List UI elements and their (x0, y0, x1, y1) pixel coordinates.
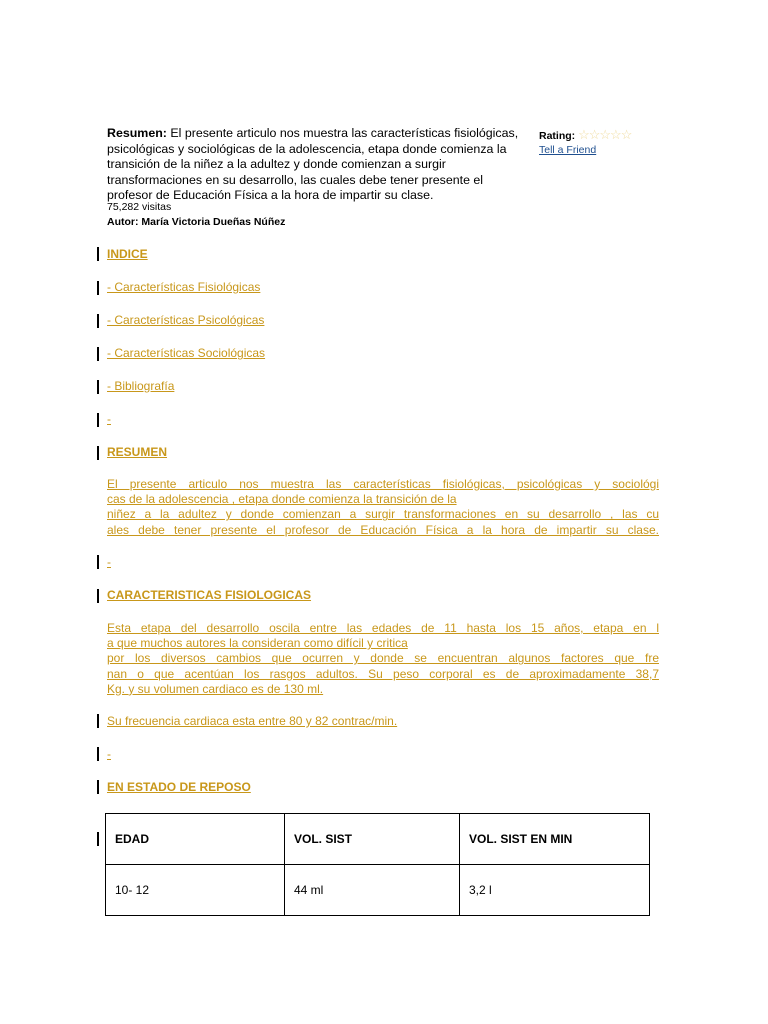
margin-bar (97, 347, 99, 361)
index-title[interactable]: INDICE (107, 247, 148, 261)
table-header-row (106, 814, 650, 865)
fisiologicas-line: Kg. y su volumen cardiaco es de 130 ml. (107, 681, 324, 696)
margin-bar (97, 747, 99, 761)
resumen-paragraph[interactable] (107, 477, 659, 538)
index-item-bibliografia[interactable]: - Bibliografía (107, 379, 175, 393)
fisiologicas-line: por los diversos cambios que ocurren y donde se encuentran algunos factores que fre (107, 651, 659, 666)
margin-bar (97, 555, 99, 569)
tell-a-friend-link[interactable]: Tell a Friend (539, 144, 597, 156)
fisiologicas-line: a que muchos autores la consideran como difícil y critica (107, 636, 408, 651)
resumen-line: ales debe tener presente el profesor de Educación Física a la hora de impartir su clase. (107, 522, 659, 537)
rating (539, 127, 631, 143)
table-cell: 3,2 l (460, 865, 650, 916)
heart-rate-text[interactable]: Su frecuencia cardiaca esta entre 80 y 82 contrac/min. (107, 714, 398, 728)
fisiologicas-title[interactable]: CARACTERISTICAS FISIOLOGICAS (107, 588, 312, 602)
summary-label: Resumen: (107, 126, 167, 140)
table-cell: 10- 12 (106, 865, 285, 916)
fisiologicas-line: Esta etapa del desarrollo oscila entre las edades de 11 hasta los 15 años, etapa en l (107, 621, 659, 635)
margin-bar (97, 832, 99, 846)
margin-bar (97, 446, 99, 460)
blank-link[interactable]: - (107, 412, 111, 426)
index-item-sociologicas[interactable]: - Características Sociológicas (107, 346, 266, 360)
margin-bar (97, 589, 99, 603)
index-item-fisiologicas[interactable]: - Características Fisiológicas (107, 280, 261, 294)
rating-stars-icon[interactable]: ☆☆☆☆☆ (578, 127, 632, 142)
table-cell: 44 ml (285, 865, 460, 916)
reposo-table (105, 813, 650, 916)
visit-count: 75,282 visitas (107, 201, 172, 213)
blank-link[interactable]: - (107, 747, 111, 761)
author: Autor: María Victoria Dueñas Núñez (107, 216, 286, 228)
table-header-cell: EDAD (106, 814, 285, 865)
resumen-title[interactable]: RESUMEN (107, 445, 168, 459)
margin-bar (97, 314, 99, 328)
table-row (106, 865, 650, 916)
margin-bar (97, 247, 99, 261)
fisiologicas-line: nan o que acentúan los rasgos adultos. Su peso corporal es de aproximadamente 38,7 (107, 666, 659, 681)
index-item-psicologicas[interactable]: - Características Psicológicas (107, 313, 265, 327)
margin-bar (97, 281, 99, 295)
table-header-cell: VOL. SIST (285, 814, 460, 865)
fisiologicas-paragraph[interactable] (107, 621, 659, 697)
table-header-cell: VOL. SIST EN MIN (460, 814, 650, 865)
margin-bar (97, 714, 99, 728)
blank-link[interactable]: - (107, 555, 111, 569)
margin-bar (97, 780, 99, 794)
article-summary (107, 126, 527, 204)
summary-text: El presente articulo nos muestra las características fisiológicas, psicológicas y sociológicas de la adolescencia, etapa donde comienza la transición de la niñez a la adultez y donde comienzan a surgir transformaciones en su desarrollo, las cuales debe tener presente el profesor de Educación Física a la hora de impartir su clase. (107, 126, 519, 202)
reposo-title[interactable]: EN ESTADO DE REPOSO (107, 780, 251, 794)
margin-bar (97, 380, 99, 394)
resumen-line: cas de la adolescencia , etapa donde comienza la transición de la (107, 492, 457, 507)
resumen-line: El presente articulo nos muestra las características fisiológicas, psicológicas y sociológi (107, 477, 659, 491)
resumen-line: niñez a la adultez y donde comienzan a surgir transformaciones en su desarrollo , las cu (107, 507, 659, 522)
rating-label: Rating: (539, 130, 576, 142)
margin-bar (97, 413, 99, 427)
